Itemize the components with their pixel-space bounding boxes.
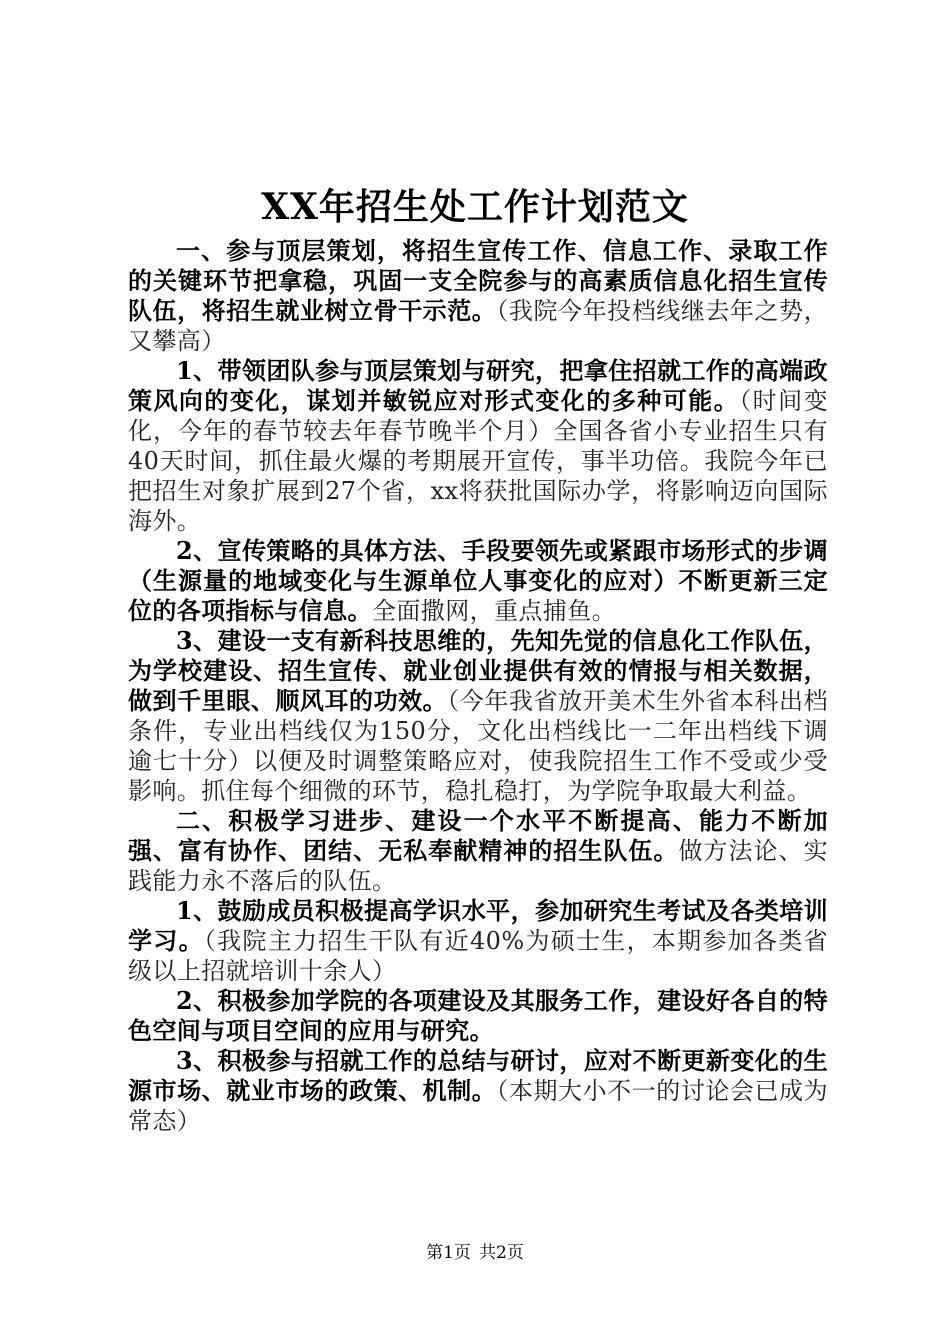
paragraph-normal-text: （我院主力招生干队有近40%为硕士生，本期参加各类省级以上招就培训十余人） — [128, 927, 828, 985]
paragraph-bold-text: 二、积极学习进步、建设一个水平不断提高、能力不断加强、富有协作、团结、无私奉献精神的招生队伍。 — [128, 806, 828, 865]
page-number: 第1页 — [426, 1243, 471, 1263]
paragraph — [128, 896, 828, 986]
paragraph-normal-text: （本期大小不一的讨论会已成为常态） — [128, 1077, 828, 1135]
paragraph-normal-text: 做方法论、实践能力永不落后的队伍。 — [128, 837, 828, 895]
paragraph — [128, 986, 828, 1046]
paragraph — [128, 536, 828, 626]
paragraph-bold-text: 2、积极参加学院的各项建设及其服务工作，建设好各自的特色空间与项目空间的应用与研究。 — [128, 986, 828, 1045]
document-body — [128, 236, 828, 1136]
paragraph — [128, 1046, 828, 1136]
paragraph — [128, 236, 828, 356]
paragraph-bold-text: 1、带领团队参与顶层策划与研究，把拿住招就工作的高端政策风向的变化，谋划并敏锐应对形式变化的多种可能。 — [128, 356, 828, 415]
paragraph — [128, 356, 828, 536]
paragraph-normal-text: （时间变化，今年的春节较去年春节晚半个月）全国各省小专业招生只有40天时间，抓住最火爆的考期展开宣传，事半功倍。我院今年已把招生对象扩展到27个省，xx将获批国际办学，将影响迈向国际海外。 — [128, 387, 828, 535]
page-total: 共2页 — [479, 1243, 524, 1263]
paragraph — [128, 626, 828, 806]
paragraph — [128, 806, 828, 896]
document-title: XX年招生处工作计划范文 — [261, 186, 689, 228]
page-footer — [0, 1242, 950, 1264]
paragraph-bold-text: 3、建设一支有新科技思维的，先知先觉的信息化工作队伍，为学校建设、招生宣传、就业创业提供有效的情报与相关数据，做到千里眼、顺风耳的功效。 — [128, 626, 828, 715]
paragraph-bold-text: 一、参与顶层策划，将招生宣传工作、信息工作、录取工作的关键环节把拿稳，巩固一支全院参与的高素质信息化招生宣传队伍，将招生就业树立骨干示范。 — [128, 236, 828, 325]
paragraph-normal-text: （我院今年投档线继去年之势，又攀高） — [128, 297, 828, 355]
paragraph-bold-text: 2、宣传策略的具体方法、手段要领先或紧跟市场形式的步调（生源量的地域变化与生源单位人事变化的应对）不断更新三定位的各项指标与信息。 — [128, 536, 828, 625]
paragraph-bold-text: 3、积极参与招就工作的总结与研讨，应对不断更新变化的生源市场、就业市场的政策、机制。 — [128, 1046, 828, 1105]
paragraph-normal-text: 全面撒网，重点捕鱼。 — [372, 597, 616, 625]
paragraph-normal-text: （今年我省放开美术生外省本科出档条件，专业出档线仅为150分，文化出档线比一二年出档线下调逾七十分）以便及时调整策略应对，使我院招生工作不受或少受影响。抓住每个细微的环节，稳扎稳打，为学院争取最大利益。 — [128, 687, 829, 805]
paragraph-bold-text: 1、鼓励成员积极提高学识水平，参加研究生考试及各类培训学习。 — [128, 896, 828, 955]
